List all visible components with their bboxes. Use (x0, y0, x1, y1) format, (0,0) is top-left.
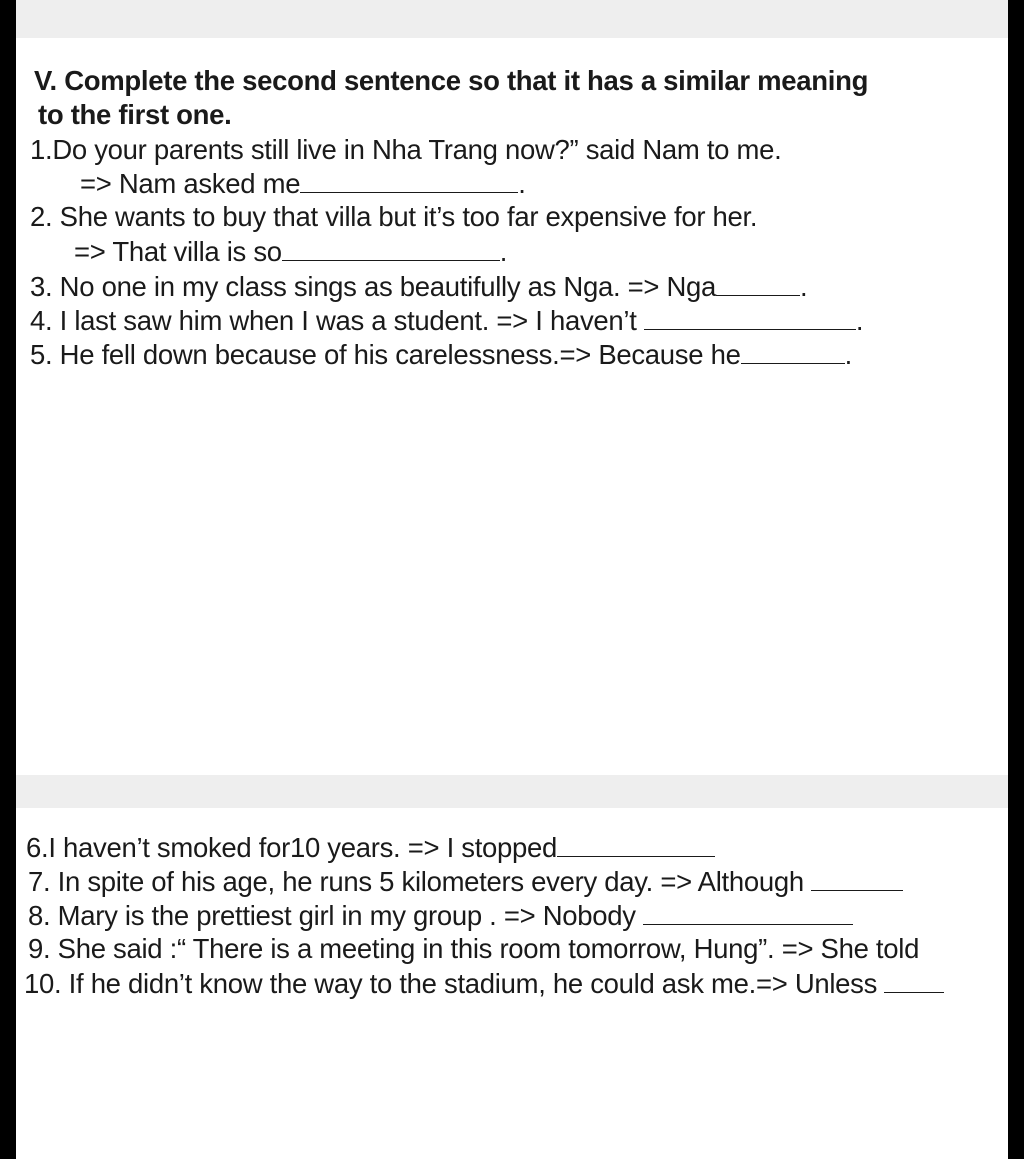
item-2-answer-blank[interactable] (282, 234, 500, 261)
item-8-answer-blank[interactable] (643, 898, 853, 925)
item-2-end: . (499, 236, 508, 267)
item-4-end: . (855, 305, 864, 336)
item-1-rewrite: => Nam asked me (80, 168, 301, 199)
item-5-row (30, 337, 852, 372)
item-1-answer-blank[interactable] (300, 166, 518, 193)
item-8-row (28, 898, 853, 933)
item-3-end: . (800, 271, 808, 302)
item-5-answer-blank[interactable] (741, 337, 845, 364)
item-2-sentence: 2. She wants to buy that villa but it’s too far expensive for her. (30, 201, 758, 232)
heading-line-2: to the first one. (38, 99, 232, 130)
item-10-answer-blank[interactable] (884, 966, 944, 993)
item-7-text: 7. In spite of his age, he runs 5 kilometers every day. => Although (28, 866, 804, 897)
item-4-text: 4. I last saw him when I was a student. => I haven’t (30, 305, 637, 336)
item-10-row (24, 966, 944, 1001)
item-1-end: . (518, 168, 526, 199)
item-2-rewrite-row (74, 234, 507, 269)
item-6-row (26, 830, 715, 865)
item-10-text: 10. If he didn’t know the way to the stadium, he could ask me.=> Unless (24, 968, 878, 999)
item-1-rewrite-row (80, 166, 526, 201)
item-4-row (30, 303, 863, 338)
item-5-text: 5. He fell down because of his carelessness.=> Because he (30, 339, 741, 370)
item-8-text: 8. Mary is the prettiest girl in my group . => Nobody (28, 900, 636, 931)
item-3-answer-blank[interactable] (716, 269, 800, 296)
item-9-text: 9. She said :“ There is a meeting in this room tomorrow, Hung”. => She told (28, 933, 920, 964)
item-9-row (28, 932, 919, 966)
heading-line-1: V. Complete the second sentence so that it has a similar meaning (34, 65, 869, 96)
worksheet-page (16, 0, 1008, 1159)
item-4-answer-blank[interactable] (644, 303, 856, 330)
item-5-end: . (844, 339, 852, 370)
item-7-row (28, 864, 903, 899)
page-break-band (16, 775, 1008, 808)
item-1-sentence: 1.Do your parents still live in Nha Trang now?” said Nam to me. (30, 134, 782, 165)
item-6-answer-blank[interactable] (557, 830, 715, 857)
item-2-rewrite: => That villa is so (74, 236, 282, 267)
item-6-text: 6.I haven’t smoked for10 years. => I stopped (26, 832, 558, 863)
item-3-row (30, 269, 807, 304)
item-7-answer-blank[interactable] (811, 864, 903, 891)
top-gap-band (16, 0, 1008, 38)
item-3-text: 3. No one in my class sings as beautifully as Nga. => Nga (30, 271, 717, 302)
